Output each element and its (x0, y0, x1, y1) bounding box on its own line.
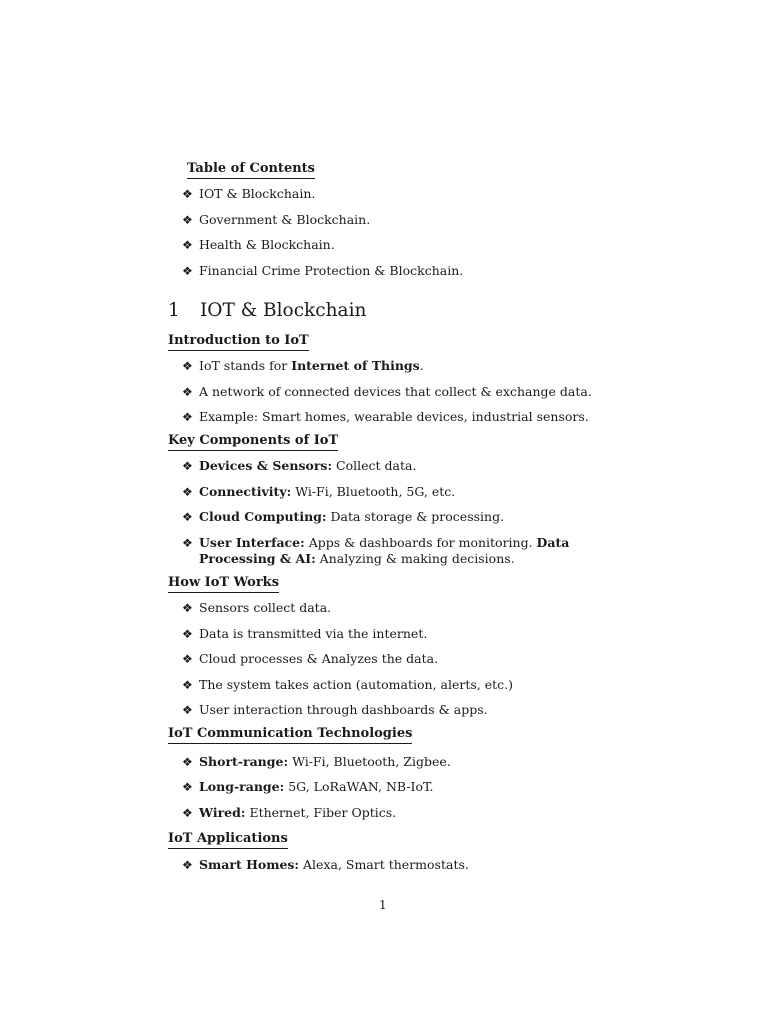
diamond-bullet-icon: ❖ (182, 601, 193, 615)
list-item: ❖ The system takes action (automation, alerts, etc.) (182, 677, 514, 692)
diamond-bullet-icon: ❖ (182, 806, 193, 820)
diamond-bullet-icon: ❖ (182, 755, 193, 769)
toc-heading: Table of Contents (187, 161, 315, 179)
section-title (168, 300, 366, 322)
diamond-bullet-icon: ❖ (182, 858, 193, 872)
comm-heading: IoT Communication Technologies (168, 726, 412, 744)
components-heading: Key Components of IoT (168, 433, 338, 451)
list-item: ❖ Example: Smart homes, wearable devices, industrial sensors. (182, 409, 589, 424)
diamond-bullet-icon: ❖ (182, 536, 193, 550)
diamond-bullet-icon: ❖ (182, 213, 193, 227)
diamond-bullet-icon: ❖ (182, 780, 193, 794)
list-item: ❖ Long-range: 5G, LoRaWAN, NB-IoT. (182, 779, 434, 794)
diamond-bullet-icon: ❖ (182, 510, 193, 524)
list-item: ❖ Connectivity: Wi-Fi, Bluetooth, 5G, etc. (182, 484, 456, 499)
list-item: ❖ Short-range: Wi-Fi, Bluetooth, Zigbee. (182, 754, 451, 769)
list-item: ❖ Cloud processes & Analyzes the data. (182, 651, 439, 666)
list-item: ❖ User interaction through dashboards & apps. (182, 702, 488, 717)
diamond-bullet-icon: ❖ (182, 410, 193, 424)
list-item: ❖ Devices & Sensors: Collect data. (182, 458, 417, 473)
list-item: ❖ A network of connected devices that collect & exchange data. (182, 384, 592, 399)
section-title-text: IOT & Blockchain (200, 300, 367, 321)
toc-item: ❖ Government & Blockchain. (182, 212, 371, 227)
toc-item: ❖ Health & Blockchain. (182, 237, 335, 252)
diamond-bullet-icon: ❖ (182, 652, 193, 666)
diamond-bullet-icon: ❖ (182, 459, 193, 473)
diamond-bullet-icon: ❖ (182, 359, 193, 373)
list-item: ❖ IoT stands for Internet of Things. (182, 358, 424, 373)
diamond-bullet-icon: ❖ (182, 627, 193, 641)
section-number: 1 (168, 300, 180, 321)
diamond-bullet-icon: ❖ (182, 678, 193, 692)
toc-item: ❖ IOT & Blockchain. (182, 186, 316, 201)
how-heading: How IoT Works (168, 575, 279, 593)
diamond-bullet-icon: ❖ (182, 238, 193, 252)
intro-heading: Introduction to IoT (168, 333, 309, 351)
apps-heading: IoT Applications (168, 831, 288, 849)
diamond-bullet-icon: ❖ (182, 703, 193, 717)
list-item: ❖ Smart Homes: Alexa, Smart thermostats. (182, 857, 469, 872)
diamond-bullet-icon: ❖ (182, 187, 193, 201)
list-item: ❖ Wired: Ethernet, Fiber Optics. (182, 805, 397, 820)
list-item: ❖ Data is transmitted via the internet. (182, 626, 428, 641)
page-number: 1 (379, 898, 387, 912)
list-item: ❖ Cloud Computing: Data storage & processing. (182, 509, 505, 524)
list-item: ❖ User Interface: Apps & dashboards for monitoring. Data Processing & AI: Analyzing & making decisions. (182, 535, 570, 566)
toc-item: ❖ Financial Crime Protection & Blockchain. (182, 263, 464, 278)
list-item: ❖ Sensors collect data. (182, 600, 332, 615)
diamond-bullet-icon: ❖ (182, 385, 193, 399)
diamond-bullet-icon: ❖ (182, 264, 193, 278)
diamond-bullet-icon: ❖ (182, 485, 193, 499)
